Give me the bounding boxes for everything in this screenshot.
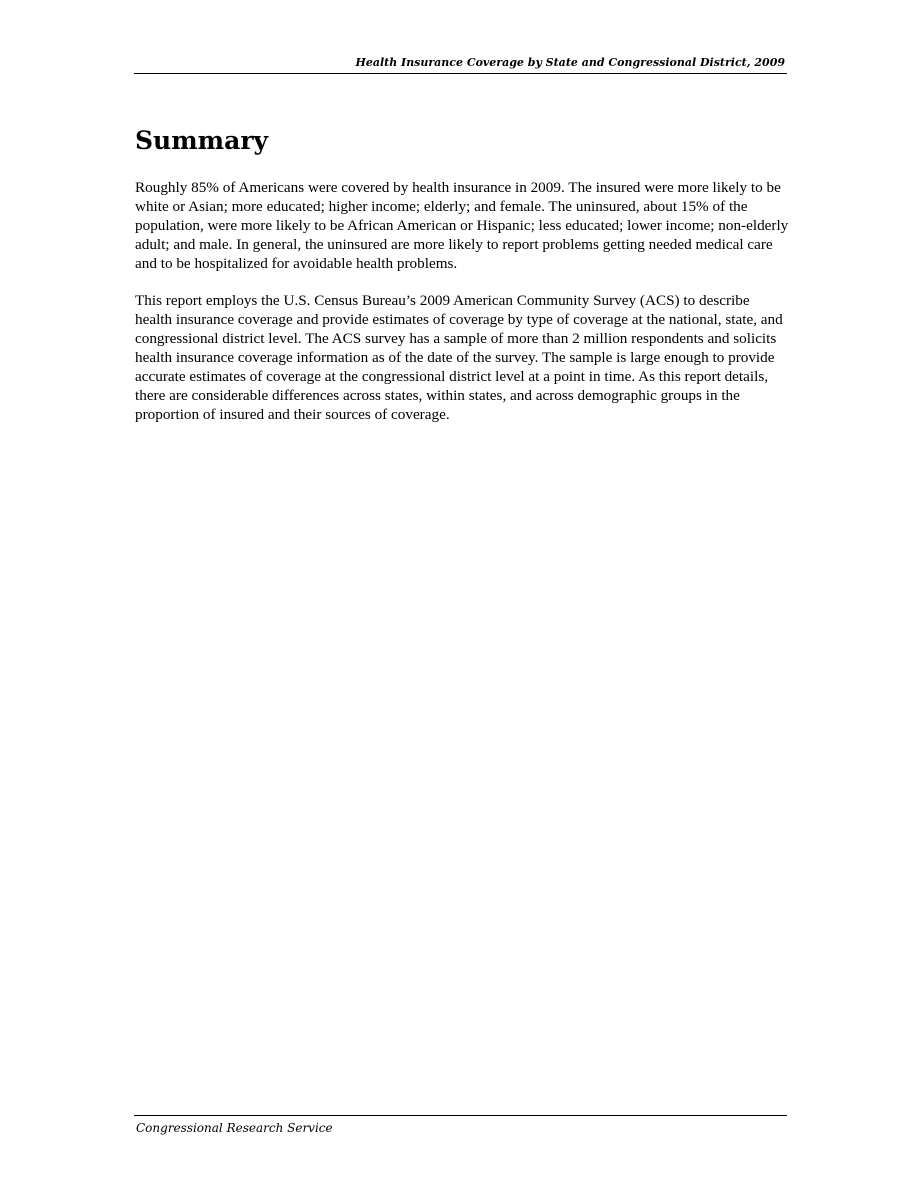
summary-paragraph-1: Roughly 85% of Americans were covered by health insurance in 2009. The insured were more likely to be white or Asian; more educated; higher income; elderly; and female. The uninsured, about 15% of the population, were more likely to be African American or Hispanic; less educated; lower income; non-elderly adult; and male. In general, the uninsured are more likely to report problems getting needed medical care and to be hospitalized for avoidable health problems. [135,179,789,272]
running-header-title: Health Insurance Coverage by State and Congressional District, 2009 [355,56,785,69]
page-title: Summary [135,126,269,155]
summary-paragraph-2: This report employs the U.S. Census Bureau’s 2009 American Community Survey (ACS) to describe health insurance coverage and provide estimates of coverage by type of coverage at the national, state, and congressional district level. The ACS survey has a sample of more than 2 million respondents and solicits health insurance coverage information as of the date of the survey. The sample is large enough to provide accurate estimates of coverage at the congressional district level at a point in time. As this report details, there are considerable differences across states, within states, and across demographic groups in the proportion of insured and their sources of coverage. [135,292,783,423]
footer-organization: Congressional Research Service [136,1121,333,1135]
running-footer [134,1115,787,1135]
running-header [134,56,787,74]
